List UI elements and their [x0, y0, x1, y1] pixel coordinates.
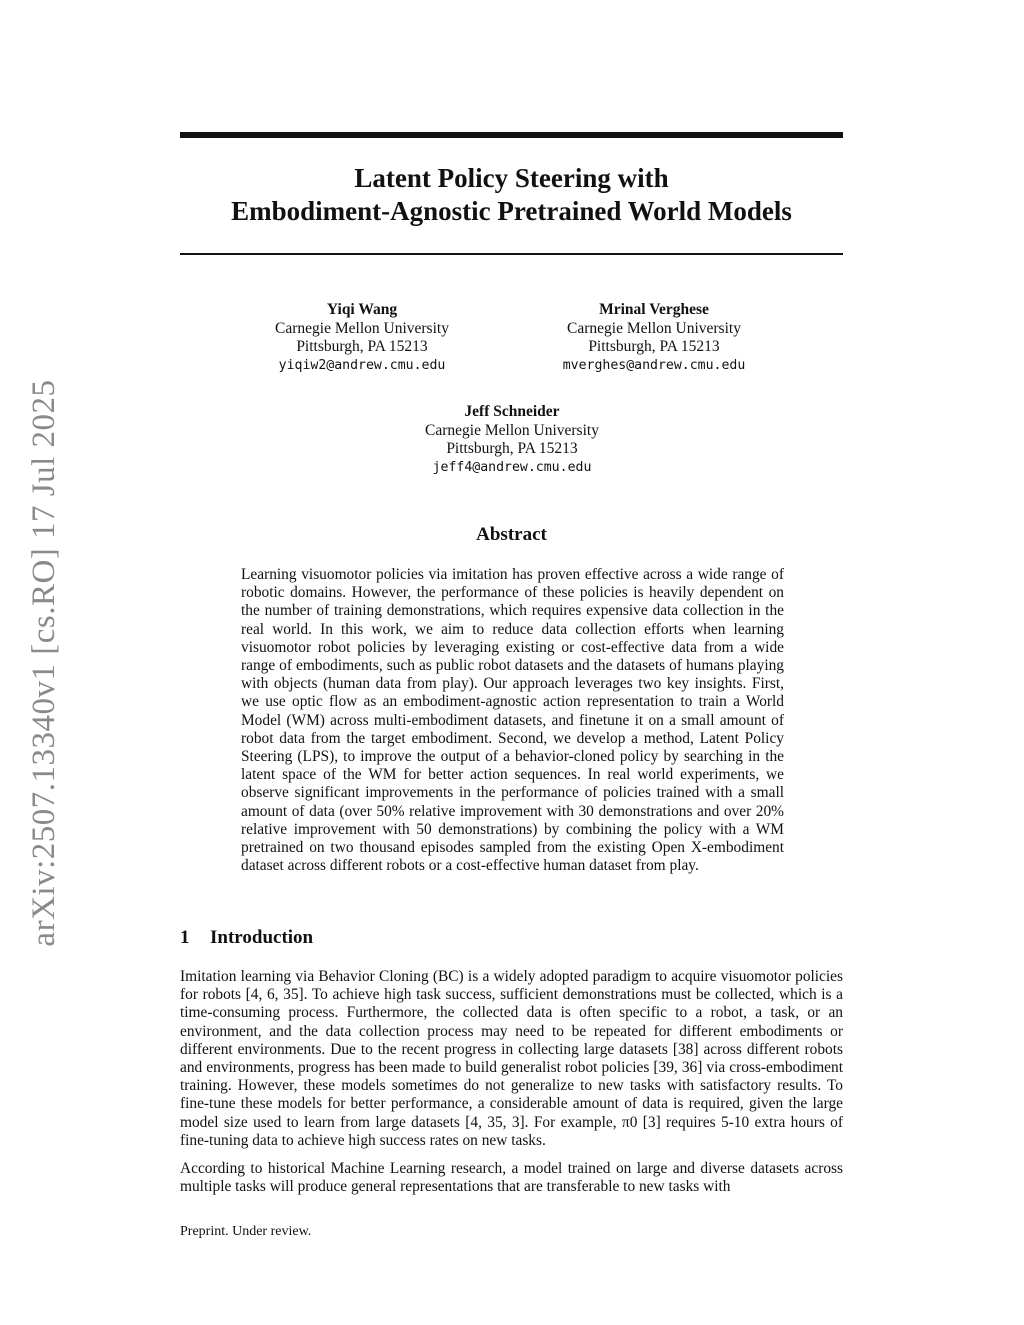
title-top-rule	[180, 132, 843, 138]
section-title: Introduction	[210, 927, 314, 948]
introduction-paragraph-2: According to historical Machine Learning research, a model trained on large and diverse datasets across multiple tasks will produce general representations that are transferable to new tasks with	[180, 1160, 843, 1196]
author-affiliation: Carnegie Mellon University	[425, 421, 599, 439]
author-block-2	[504, 301, 804, 375]
author-email[interactable]: jeff4@andrew.cmu.edu	[432, 459, 592, 475]
abstract-text: Learning visuomotor policies via imitation has proven effective across a wide range of robotic domains. However, the performance of these policies is heavily dependent on the number of training demonstrations, which requires expensive data collection in the real world. In this work, we aim to reduce data collection efforts when learning visuomotor robot policies by leveraging existing or cost-effective data from a wide range of embodiments, such as public robot datasets and the datasets of humans playing with objects (human data from play). Our approach leverages two key insights. First, we use optic flow as an embodiment-agnostic action representation to train a World Model (WM) across multi-embodiment datasets, and finetune it on a small amount of robot data from the target embodiment. Second, we develop a method, Latent Policy Steering (LPS), to improve the output of a behavior-cloned policy by searching in the latent space of the WM for better action sequences. In real world experiments, we observe significant improvements in the performance of policies trained with a small amount of data (over 50% relative improvement with 30 demonstrations and over 20% relative improvement with 50 demonstrations) by combining the policy with a WM pretrained on two thousand episodes sampled from the existing Open X-embodiment dataset across different robots or a cost-effective human dataset from play.	[241, 566, 784, 875]
title-line-1: Latent Policy Steering with	[354, 163, 669, 193]
author-name: Mrinal Verghese	[599, 301, 709, 318]
author-name: Yiqi Wang	[326, 301, 398, 318]
section-number: 1	[180, 927, 190, 948]
section-heading-introduction	[180, 927, 313, 949]
title-line-2: Embodiment-Agnostic Pretrained World Models	[231, 196, 792, 226]
author-email[interactable]: mverghes@andrew.cmu.edu	[562, 357, 746, 373]
author-location: Pittsburgh, PA 15213	[446, 440, 578, 457]
arxiv-identifier-stamp: arXiv:2507.13340v1 [cs.RO] 17 Jul 2025	[26, 379, 62, 947]
title-bottom-rule	[180, 253, 843, 255]
footer-note: Preprint. Under review.	[180, 1224, 312, 1239]
author-block-1	[212, 301, 512, 375]
author-name: Jeff Schneider	[464, 403, 560, 420]
author-affiliation: Carnegie Mellon University	[275, 319, 449, 337]
author-affiliation: Carnegie Mellon University	[567, 319, 741, 337]
author-location: Pittsburgh, PA 15213	[588, 338, 720, 355]
author-email[interactable]: yiqiw2@andrew.cmu.edu	[278, 357, 446, 373]
author-block-3	[362, 403, 662, 477]
paper-title	[180, 162, 843, 228]
abstract-heading: Abstract	[476, 524, 547, 545]
author-location: Pittsburgh, PA 15213	[296, 338, 428, 355]
introduction-paragraph-1: Imitation learning via Behavior Cloning (BC) is a widely adopted paradigm to acquire visuomotor policies for robots [4, 6, 35]. To achieve high task success, sufficient demonstrations must be collected, which is a time-consuming process. Furthermore, the collected data is often specific to a robot, a task, or an environment, and the data collection process may need to be repeated for different embodiments or different environments. Due to the recent progress in collecting large datasets [38] across different robots and environments, progress has been made to build generalist robot policies [39, 36] via cross-embodiment training. However, these models sometimes do not generalize to new tasks with satisfactory results. To fine-tune these models for better performance, a considerable amount of data is required, given the large model size used to learn from large datasets [4, 35, 3]. For example, π0 [3] requires 5-10 extra hours of fine-tuning data to achieve high success rates on new tasks.	[180, 968, 843, 1149]
